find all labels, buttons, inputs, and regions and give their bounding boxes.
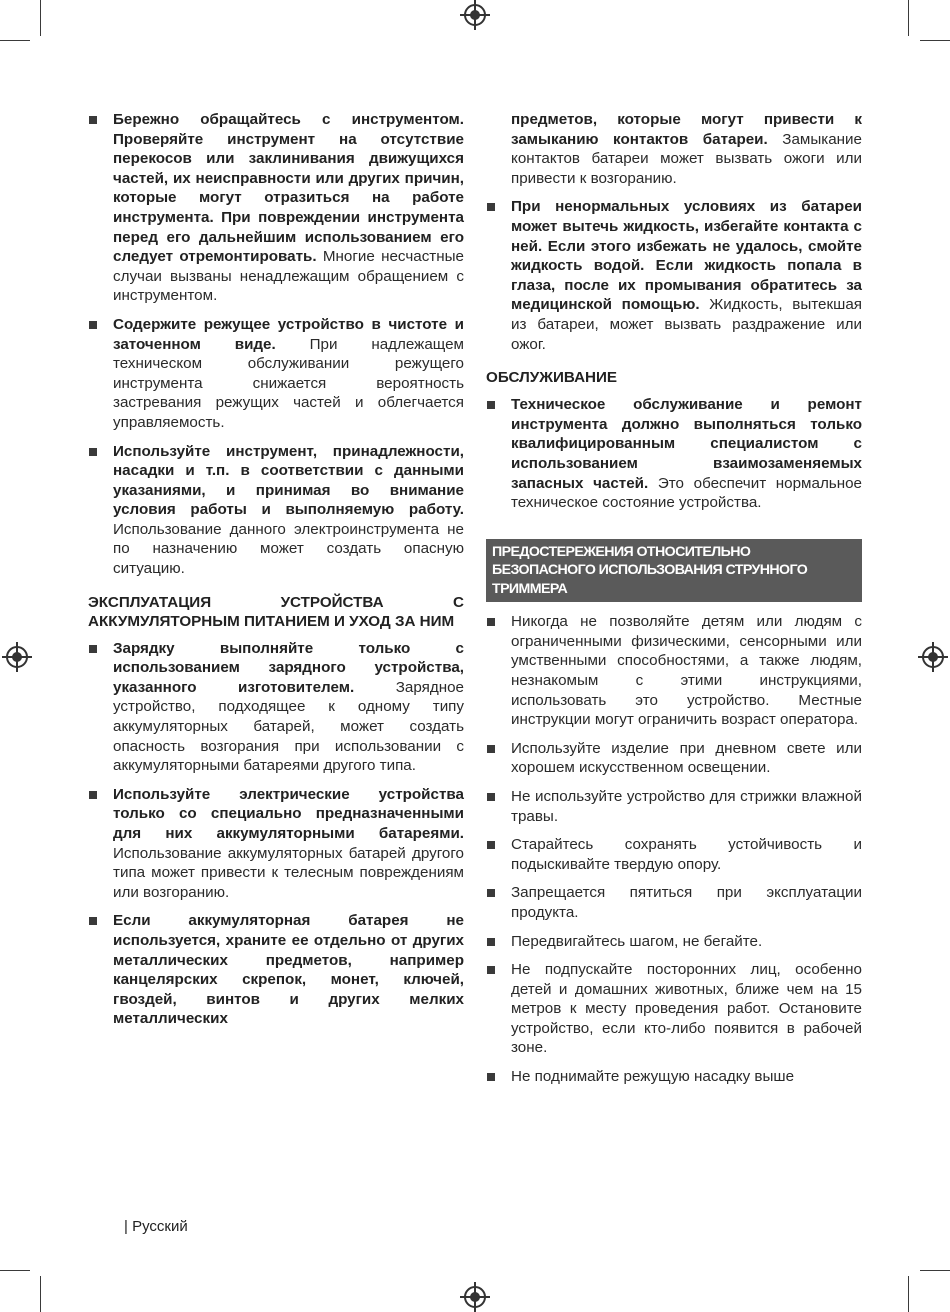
- crop-mark: [908, 1276, 909, 1312]
- left-list-2: [88, 639, 464, 1029]
- square-bullet-icon: [487, 401, 495, 409]
- list-item: [88, 639, 464, 776]
- square-bullet-icon: [487, 1073, 495, 1081]
- item-text: Не подпускайте посторонних лиц, особенно детей и домашних животных, ближе чем на 15 метров к месту проведения работ. Остановите устройство, если кто-либо появится в рабочей зоне.: [511, 961, 862, 1057]
- list-item: [486, 932, 862, 952]
- registration-mark-icon: [464, 4, 486, 26]
- trimmer-warning-heading: ПРЕДОСТЕРЕЖЕНИЯ ОТНОСИТЕЛЬНО БЕЗОПАСНОГО ИСПОЛЬЗОВАНИЯ СТРУННОГО ТРИММЕРА: [486, 539, 862, 603]
- square-bullet-icon: [487, 841, 495, 849]
- list-item: [88, 315, 464, 433]
- item-normal-text: Использование аккумуляторных батарей другого типа может привести к телесным повреждениям или возгоранию.: [113, 844, 464, 901]
- square-bullet-icon: [89, 448, 97, 456]
- right-column: [486, 110, 862, 1096]
- square-bullet-icon: [89, 321, 97, 329]
- square-bullet-icon: [487, 938, 495, 946]
- crop-mark: [0, 40, 30, 41]
- item-bold-text: Зарядку выполняйте только с использованием зарядного устройства, указанного изготовителем.: [113, 639, 464, 696]
- crop-mark: [40, 0, 41, 36]
- battery-section-heading: ЭКСПЛУАТАЦИЯ УСТРОЙСТВА С АККУМУЛЯТОРНЫМ ПИТАНИЕМ И УХОД ЗА НИМ: [88, 593, 464, 630]
- list-item: [486, 883, 862, 922]
- square-bullet-icon: [487, 745, 495, 753]
- square-bullet-icon: [89, 791, 97, 799]
- list-item: [486, 612, 862, 730]
- item-text: Запрещается пятиться при эксплуатации продукта.: [511, 884, 862, 921]
- item-bold-text: Техническое обслуживание и ремонт инструмента должно выполняться только квалифицированным специалистом с использованием взаимозаменяемых запасных частей.: [511, 396, 862, 492]
- list-item: [88, 442, 464, 579]
- item-text: Используйте изделие при дневном свете или хорошем искусственном освещении.: [511, 739, 862, 777]
- square-bullet-icon: [487, 618, 495, 626]
- item-bold-text: При ненормальных условиях из батареи может вытечь жидкость, избегайте контакта с ней. Если этого избежать не удалось, смойте жидкость водой. Если жидкость попала в глаза, после их промывания обратитесь за медицинской помощью.: [511, 198, 862, 314]
- list-item: [88, 110, 464, 306]
- left-list-1: [88, 110, 464, 579]
- registration-mark-icon: [6, 646, 28, 668]
- registration-mark-icon: [464, 1286, 486, 1308]
- list-item: [486, 960, 862, 1058]
- item-bold-text: Используйте инструмент, принадлежности, насадки и т.п. в соответствии с данными указаниями, и принимая во внимание условия работы и выполняемую работу.: [113, 442, 464, 519]
- item-bold-text: Бережно обращайтесь с инструментом. Проверяйте инструмент на отсутствие перекосов или заклинивания движущихся частей, их неисправности или других причин, которые могут отразиться на работе инструмента. При повреждении инструмента перед его дальнейшим использованием его следует отремонтировать.: [113, 111, 464, 266]
- square-bullet-icon: [487, 793, 495, 801]
- service-section-heading: ОБСЛУЖИВАНИЕ: [486, 369, 618, 387]
- right-list-1: [486, 197, 862, 354]
- item-bold-text: предметов, которые могут привести к замыканию контактов батареи.: [511, 111, 862, 148]
- item-normal-text: Зарядное устройство, подходящее к одному типу аккумуляторных батарей, может создать опасность возгорания при использовании с аккумуляторными батареями другого типа.: [113, 678, 464, 775]
- crop-mark: [920, 1270, 950, 1271]
- item-normal-text: Использование данного электроинструмента не по назначению может создать опасную ситуацию.: [113, 520, 464, 578]
- square-bullet-icon: [487, 203, 495, 211]
- square-bullet-icon: [89, 917, 97, 925]
- list-item-continuation: [486, 110, 862, 188]
- item-normal-text: Замыкание контактов батареи может вызвать ожоги или привести к возгоранию.: [511, 130, 862, 187]
- list-item: [486, 197, 862, 354]
- crop-mark: [908, 0, 909, 36]
- list-item: [486, 739, 862, 778]
- left-column: [88, 110, 464, 1038]
- crop-mark: [0, 1270, 30, 1271]
- list-item: [486, 835, 862, 874]
- item-normal-text: При надлежащем техническом обслуживании режущего инструмента снижается вероятность застревания режущих частей и облегчается управляемость.: [113, 335, 464, 431]
- list-item: [88, 911, 464, 1029]
- item-text: Передвигайтесь шагом, не бегайте.: [511, 932, 763, 950]
- crop-mark: [920, 40, 950, 41]
- square-bullet-icon: [89, 116, 97, 124]
- item-text: Не поднимайте режущую насадку выше: [511, 1068, 795, 1086]
- right-list-2: [486, 395, 862, 513]
- right-list-3: [486, 612, 862, 1086]
- list-item: [486, 1067, 862, 1087]
- list-item: [88, 785, 464, 903]
- item-text: Не используйте устройство для стрижки влажной травы.: [511, 787, 862, 825]
- page-footer-language: | Русский: [124, 1218, 188, 1235]
- registration-mark-icon: [922, 646, 944, 668]
- square-bullet-icon: [487, 889, 495, 897]
- list-item: [486, 787, 862, 826]
- item-bold-text: Если аккумуляторная батарея не используется, храните ее отдельно от других металлических предметов, например канцелярских скрепок, монет, ключей, гвоздей, винтов и других мелких металлических: [113, 912, 464, 1028]
- crop-mark: [40, 1276, 41, 1312]
- item-bold-text: Содержите режущее устройство в чистоте и заточенном виде.: [113, 315, 464, 353]
- item-text: Старайтесь сохранять устойчивость и подыскивайте твердую опору.: [511, 836, 862, 873]
- item-bold-text: Используйте электрические устройства только со специально предназначенными для них аккумуляторными батареями.: [113, 785, 464, 842]
- item-text: Никогда не позволяйте детям или людям с ограниченными физическими, сенсорными или умственными способностями, а также людям, незнакомым с этими инструкциями, использовать это устройство. Местные инструкции могут ограничить возраст оператора.: [511, 613, 862, 729]
- item-normal-text: Многие несчастные случаи вызваны ненадлежащим обращением с инструментом.: [113, 248, 464, 305]
- item-normal-text: Жидкость, вытекшая из батареи, может вызвать раздражение или ожог.: [511, 296, 863, 353]
- square-bullet-icon: [487, 966, 495, 974]
- item-normal-text: Это обеспечит нормальное техническое состояние устройства.: [511, 474, 862, 512]
- square-bullet-icon: [89, 645, 97, 653]
- list-item: [486, 395, 862, 513]
